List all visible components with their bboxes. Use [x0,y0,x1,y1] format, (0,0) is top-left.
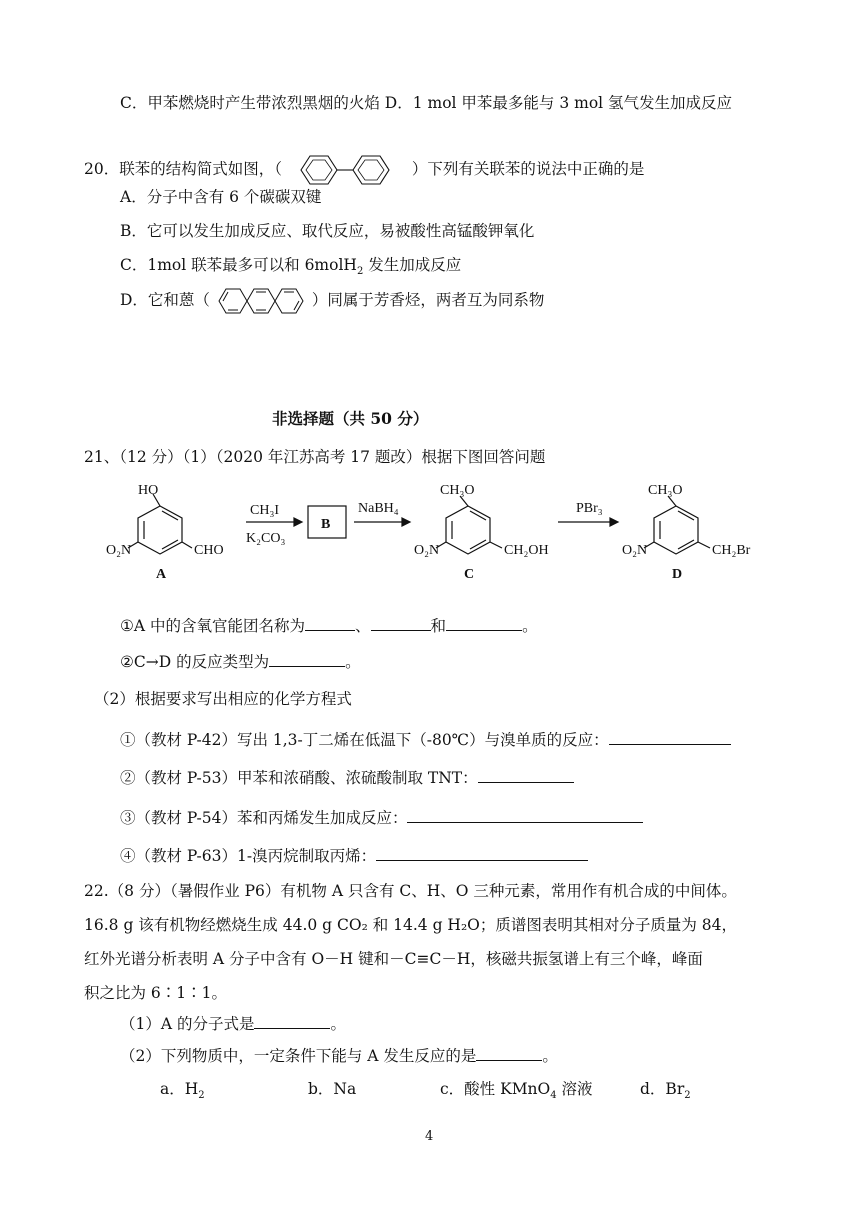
q21-eq3 [120,806,643,829]
q21-sub1 [120,614,538,637]
reagent-ch3i: CH₃I [250,503,279,518]
q19-option-c-d: C．甲苯燃烧时产生带浓烈黑烟的火焰 D．1 mol 甲苯最多能与 3 mol 氢气发生加成反应 [120,94,733,112]
answer-blank[interactable] [407,806,643,823]
q21-part2-title: （2）根据要求写出相应的化学方程式 [94,690,352,708]
anthracene-structure [215,286,307,316]
q21-stem: 21、（12 分）（1）（2020 年江苏高考 17 题改）根据下图回答问题 [84,448,546,466]
group-cho: CHO [194,543,224,558]
q21-eq4-text: ④（教材 P-63）1-溴丙烷制取丙烯： [120,847,377,865]
q20-option-d [120,286,544,316]
label-a: A [156,567,167,582]
q22-option-d-text: d．Br [640,1080,685,1098]
q20-option-b: B．它可以发生加成反应、取代反应，易被酸性高锰酸钾氧化 [120,222,535,240]
q20-option-d-text-end: ）同属于芳香烃，两者互为同系物 [311,291,545,309]
q20-option-d-text: D．它和蒽（ [120,291,210,309]
q22-option-b: b．Na [308,1080,357,1098]
q20-option-c [120,254,461,283]
q21-sub2 [120,650,361,673]
group-o2n-a: O₂N [106,543,132,558]
q22-option-c [440,1078,593,1107]
answer-blank[interactable] [269,650,345,667]
biphenyl-structure [287,152,407,188]
q22-option-a-text: a．H [160,1080,199,1098]
q21-eq1 [120,728,731,751]
label-b: B [321,517,331,532]
q20-option-c-subscript: 2 [356,266,364,278]
q21-sub1-separator: 、 [355,617,371,635]
section-title: 非选择题（共 50 分） [272,409,429,428]
q22-line2: 16.8 g 该有机物经燃烧生成 44.0 g CO₂ 和 14.4 g H₂O；质谱图表明其相对分子质量为 84， [84,916,738,934]
answer-blank[interactable] [371,614,431,631]
q21-sub1-end: 。 [522,617,538,635]
q22-line3: 红外光谱分析表明 A 分子中含有 O－H 键和－C≡C－H，核磁共振氢谱上有三个峰，峰面 [84,950,703,968]
q21-sub2-end: 。 [345,653,361,671]
q22-sub1-text: （1）A 的分子式是 [120,1015,255,1033]
q20-stem-before: 20．联苯的结构简式如图，（ [84,160,282,178]
q22-option-c-text-end: 溶液 [556,1080,593,1098]
reagent-k2co3: K₂CO₃ [246,531,286,546]
q21-eq4 [120,844,588,867]
q22-option-d-subscript: 2 [684,1090,691,1102]
q21-eq2-text: ②（教材 P-53）甲苯和浓硝酸、浓硫酸制取 TNT： [120,769,478,787]
reaction-scheme [106,478,790,588]
q20-stem-after: ）下列有关联苯的说法中正确的是 [411,160,645,178]
answer-blank[interactable] [609,728,731,745]
q22-option-c-subscript: 4 [550,1090,557,1102]
q21-sub1-separator: 和 [430,617,447,635]
q21-eq3-text: ③（教材 P-54）苯和丙烯发生加成反应： [120,809,408,827]
q22-sub1-end: 。 [330,1015,346,1033]
q22-option-a [160,1078,205,1107]
q22-option-c-text: c．酸性 KMnO [440,1080,551,1098]
label-c: C [464,567,475,582]
q22-sub1 [120,1012,346,1035]
group-ho: HO [138,483,159,498]
label-d: D [672,567,683,582]
q22-sub2-end: 。 [542,1047,558,1065]
group-o2n-c: O₂N [414,543,440,558]
answer-blank[interactable] [376,844,588,861]
q20-option-c-text-end: 发生加成反应 [363,256,462,274]
q21-eq1-text: ①（教材 P-42）写出 1,3-丁二烯在低温下（-80℃）与溴单质的反应： [120,731,609,749]
reagent-nabh4: NaBH₄ [358,501,399,516]
answer-blank[interactable] [446,614,522,631]
q21-sub2-text: ②C→D 的反应类型为 [120,653,270,671]
group-o2n-d: O₂N [622,543,648,558]
answer-blank[interactable] [254,1012,330,1029]
q22-sub2-text: （2）下列物质中，一定条件下能与 A 发生反应的是 [120,1047,477,1065]
q22-option-a-subscript: 2 [198,1090,205,1102]
q21-sub1-text: ①A 中的含氧官能团名称为 [120,617,306,635]
q22-line4: 积之比为 6∶1∶1。 [84,984,228,1002]
q20-option-c-text: C．1mol 联苯最多可以和 6molH [120,256,357,274]
q22-sub2 [120,1044,558,1067]
page-number: 4 [425,1129,434,1144]
q22-line1: 22.（8 分）（暑假作业 P6）有机物 A 只含有 C、H、O 三种元素，常用作有机合成的中间体。 [84,882,737,900]
q20-option-a: A．分子中含有 6 个碳碳双键 [120,188,322,206]
q20-stem [84,152,644,188]
group-ch3o-c: CH₃O [440,483,475,498]
q21-eq2 [120,766,574,789]
group-ch2oh: CH₂OH [504,543,549,558]
group-ch3o-d: CH₃O [648,483,683,498]
group-ch2br: CH₂Br [712,543,751,558]
answer-blank[interactable] [305,614,355,631]
reagent-pbr3: PBr₃ [576,501,603,516]
answer-blank[interactable] [476,1044,542,1061]
q22-option-d [640,1078,691,1107]
answer-blank[interactable] [478,766,574,783]
